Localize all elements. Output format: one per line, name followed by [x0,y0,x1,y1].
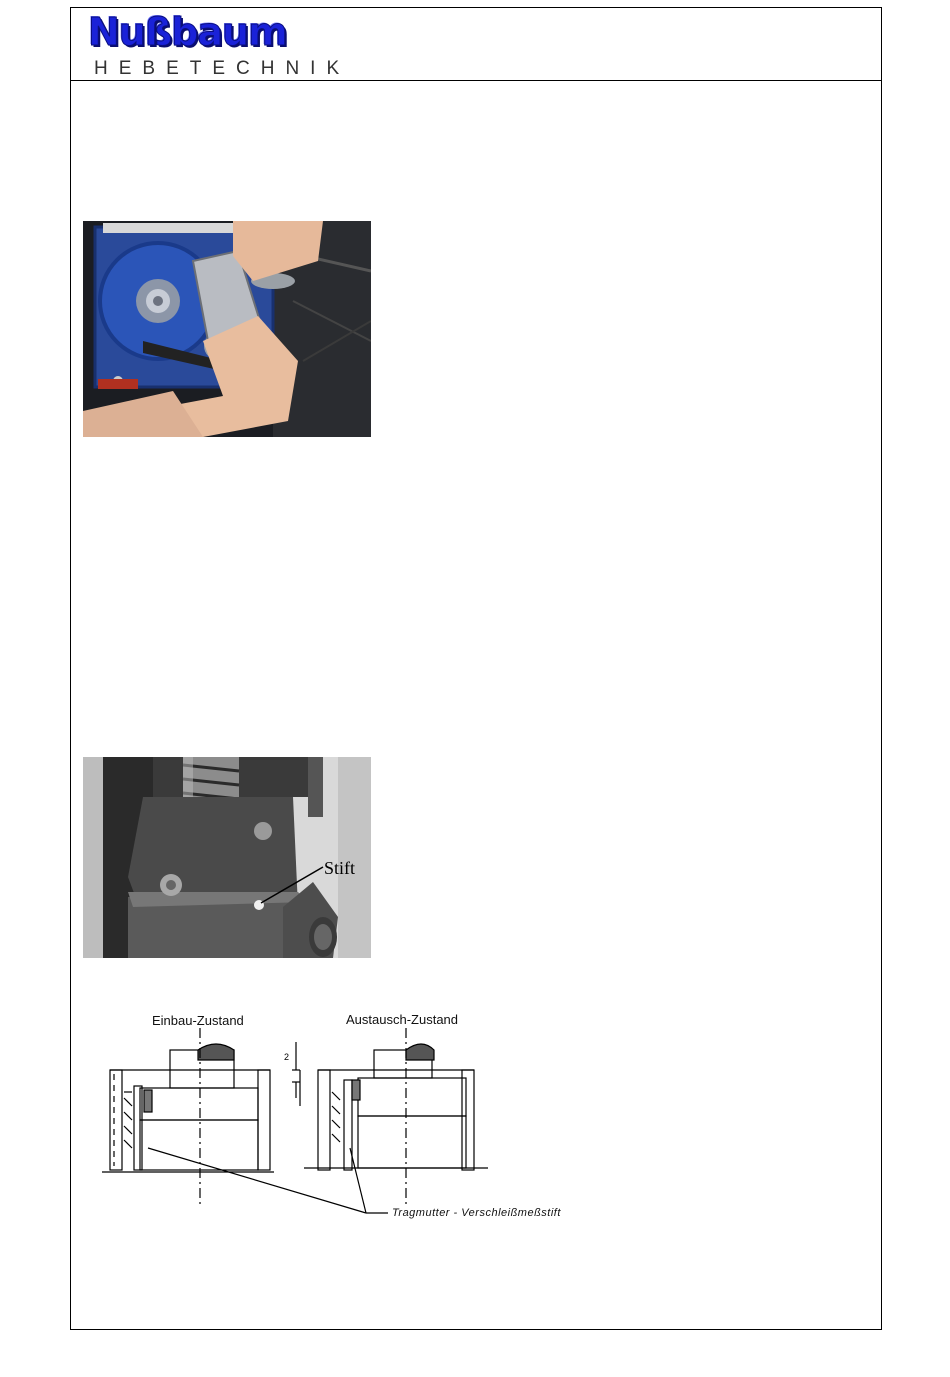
pin-callout-label: Stift [324,858,356,878]
wear-pin-drawing [96,1008,606,1228]
brand-subtitle: HEBETECHNIK [94,58,351,79]
dimension-label: 2 [284,1052,290,1062]
header-divider [70,80,882,81]
install-state-label: Einbau-Zustand [152,1013,244,1028]
brand-logo [88,10,351,80]
brand-name: Nußbaum [88,10,287,54]
motor-housing-photo [83,221,371,437]
wear-pin-label: Tragmutter - Verschleißmeßstift [392,1207,561,1219]
replace-state-label: Austausch-Zustand [346,1012,459,1027]
